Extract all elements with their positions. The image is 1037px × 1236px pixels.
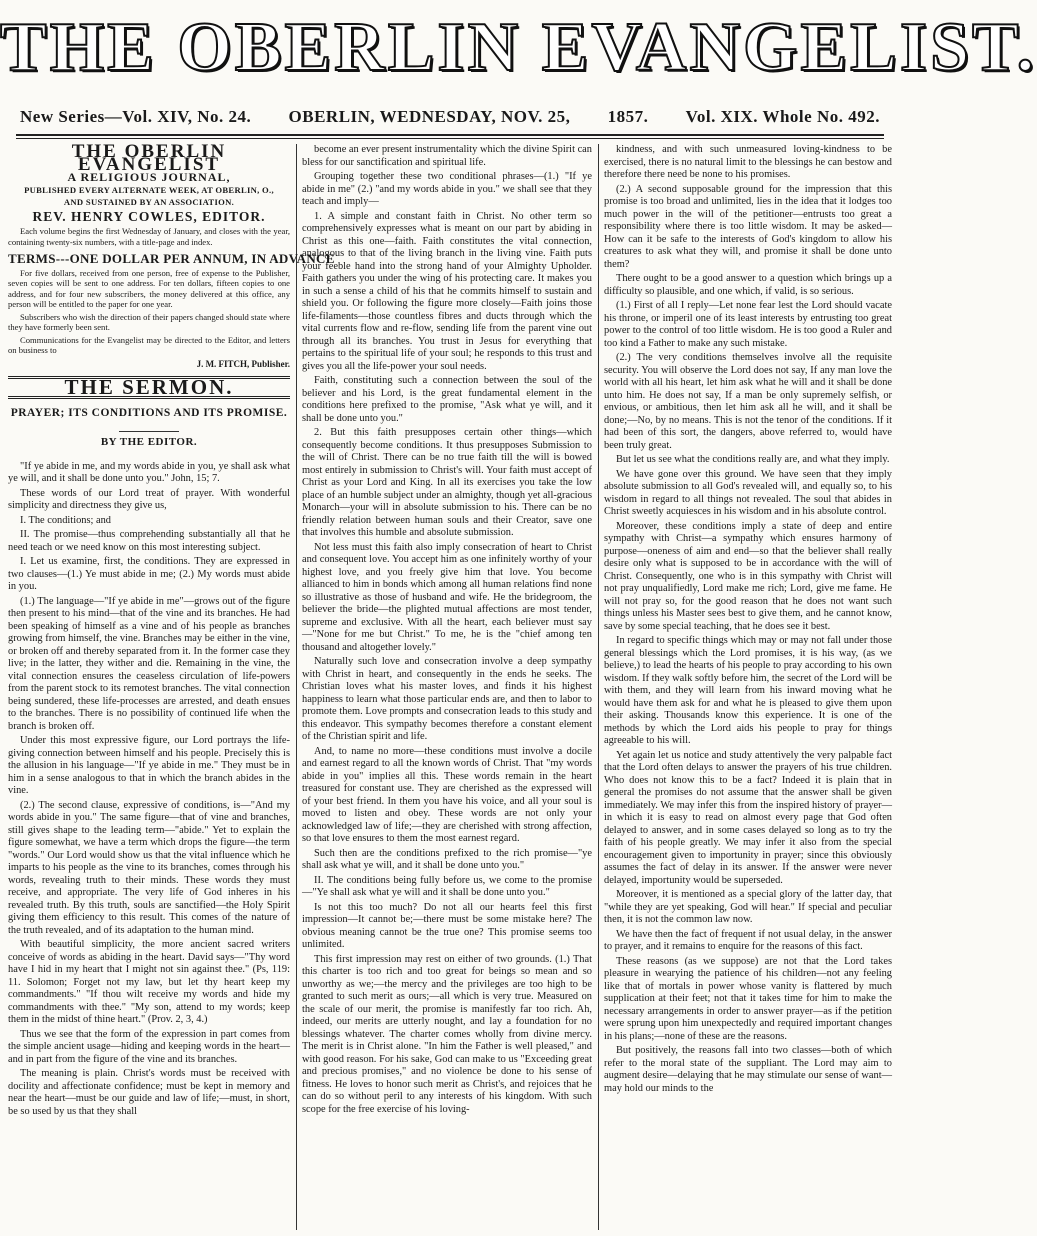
paper-title: THE OBERLIN EVANGELIST <box>71 141 227 175</box>
paragraph: Under this most expressive figure, our Lord portrays the life-giving connection between himself and his people. Precisely this is the allusion in his language—"If ye abide in me." They must be in him in a sense analogous to that in which the branch abides in the vine. <box>8 735 290 796</box>
divider <box>119 431 179 432</box>
volume-note: Each volume begins the first Wednesday of January, and closes with the year, containing twenty-six numbers, with a title-page and index. <box>8 226 290 247</box>
paragraph: The meaning is plain. Christ's words must be received with docility and affectionate confidence; must be kept in memory and near the heart—must be our guide and law of life;—must, in short, be so used by us that they shall <box>8 1068 290 1117</box>
paragraph: I. The conditions; and <box>20 514 111 526</box>
sermon-header: THE SERMON. <box>8 376 290 399</box>
paragraph: Moreover, these conditions imply a state of deep and entire sympathy with Christ—a sympathy which ensures harmony of purpose—oneness of aim and end—so that the believer shall really desire only what is supposed to be in accordance with the will of Christ. Consequently, one who is in this sympathy with Christ will not pray unqualifiedly, Lord make me rich; Lord, give me fame. He will not pray so, for the good reason that he does not want such things unless his Master sees best to give them, and he cannot know, save by some special teaching, that he does see it best. <box>604 520 892 632</box>
place-date: OBERLIN, WEDNESDAY, NOV. 25, <box>288 107 571 126</box>
paragraph: (1.) First of all I reply—Let none fear lest the Lord should vacate his throne, or imperil one of its least interests by entrusting too great power to the control of too little wisdom. He is too good a Ruler and too kind a Father to make any such mistake. <box>604 300 892 349</box>
paragraph: become an ever present instrumentality which the divine Spirit can bless for our sanctification and spiritual life. <box>302 144 592 168</box>
paragraph: Naturally such love and consecration involve a deep sympathy with Christ in heart, and consequently in the ends he seeks. The Christian loves what his master loves, and finds it his highest happiness to learn what those particular ends are, and then to labor to promote them. Love prompts and consecration leads to this study and this endeavor. This sympathy becomes therefore a constant element of the Christian spirit and life. <box>302 656 592 742</box>
paragraph: Grouping together these two conditional phrases—(1.) "If ye abide in me" (2.) "and my words abide in you." we shall see that they teach and imply— <box>302 171 592 207</box>
volume-number: Vol. XIX. Whole No. 492. <box>685 107 880 126</box>
byline: BY THE EDITOR. <box>100 436 198 448</box>
subscribers-note: Subscribers who wish the direction of their papers changed should state where they have formerly been sent. <box>8 311 290 332</box>
paper-subtitle: A RELIGIOUS JOURNAL, <box>67 170 231 184</box>
paragraph: Is not this too much? Do not all our hearts feel this first impression—It cannot be;—there must be some mistake here? The obvious meaning cannot be the true one? This promise seems too unlimited. <box>302 901 592 950</box>
publication-note: PUBLISHED EVERY ALTERNATE WEEK, AT OBERLIN, O., <box>24 184 274 195</box>
sermon-title: PRAYER; ITS CONDITIONS AND ITS PROMISE. <box>10 406 288 419</box>
column-3-body <box>604 144 892 1095</box>
paragraph: This first impression may rest on either of two grounds. (1.) That this charter is too rich and too great for beings so mean and so unworthy as we;—the mercy and the privileges are too high to be granted to such merit as ours;—all which is very true. Measured on the scale of our merit, the promise is manifestly far too rich. Ah, indeed, our merits are utterly nought, and lay a foundation for no blessings whatever. The charter comes wholly from divine mercy. The merit is in Christ alone. "In him the Father is well pleased," and with good reason. For his sake, God can make to us "Exceeding great and precious promises," and no violence be done to his sense of fitness. He loves to honor such merit as Christ's, and rejoices that he can do so without peril to any interests of his kingdom. With such scope for the free exercise of his loving- <box>302 953 592 1115</box>
paragraph: kindness, and with such unmeasured loving-kindness to be exercised, there is no natural limit to the blessings he can bestow and therefore there need be none to his promises. <box>604 144 892 180</box>
paragraph: We have then the fact of frequent if not usual delay, in the answer to prayer, and it remains to enquire for the reasons of this fact. <box>604 928 892 952</box>
paragraph: Faith, constituting such a connection between the soul of the believer and his Lord, is the great fundamental element in the conditions here prefixed to the promise, "Ask what ye will, and it shall be done unto you." <box>302 375 592 424</box>
paragraph: Yet again let us notice and study attentively the very palpable fact that the Lord often delays to answer the prayers of his true children. Who does not know this to be a fact? Indeed it is plain that in general the promises do not assume that the answer shall be given immediately. We may infer this from the inspired history of prayer—in which it is easy to read on almost every page that God often delayed to answer, and in some cases delayed so long as to try the faith of his people greatly. We may infer it also from the special encouragement given to importunity in prayer; since this obviously assumes the fact of delay in its answer. If the answer were never delayed, importunity would be superseded. <box>604 749 892 886</box>
column-1 <box>8 141 335 1232</box>
editor-line: REV. HENRY COWLES, EDITOR. <box>32 208 266 224</box>
paragraph: 1. A simple and constant faith in Christ. No other term so comprehensively expresses what is meant on our part by abiding in Christ as this one—faith. Faith constitutes the vital connection, analogous to that of the living branch in the living vine. Faith puts your feeble hand into the strong hand of your Almighty Upholder. Faith gathers you under the wing of his protecting care. It makes you in such a sense a child of his that he commits himself to sustain and shield you. Or following the figure more closely—Faith joins those life-filaments—those countless fibres and ducts through which the vital currents flow and re-flow, sending life from the parent vine out through all its branches. You trust in Jesus for everything that pertains to the spiritual life of your soul; he responds to this trust and gives you all the life-power your soul needs. <box>302 210 592 372</box>
series-number: New Series—Vol. XIV, No. 24. <box>20 107 252 126</box>
paragraph: (2.) The second clause, expressive of conditions, is—"And my words abide in you." The same figure—that of vine and branches, still gives shape to the leading term—"abide." Yet to explain the figure somewhat, we have a term which drops the figure—the term "words." Our Lord would show us that the vital influence which he imparts to his people as the vine to its branches, comes through his words, revealing truth to their minds. These words they must receive, and appropriate. The very life of God inheres in his revealed truth. By this truth, souls are sanctified—the Holy Spirit giving them efficiency to this result. This comes of the nature of the truth revealed, and of its adaptation to the human mind. <box>8 799 290 936</box>
column-divider <box>598 144 599 1230</box>
paragraph: (1.) The language—"If ye abide in me"—grows out of the figure then present to his mind—that of the vine and its branches. He had been speaking of himself as a vine and of his people as branches growing from himself, the vine. Branches may be either in the vine, or broken off and thereby separated from it. In the former case they live; in the latter, they wither and die. Remaining in the vine, the vital connection ensures the ceaseless circulation of life-powers from the parent stock to its remotest branches. The vital connection being sundered, these life-processes are arrested, and death ensues to the branches. There is no possibility of continued life when the branch is broken off. <box>8 595 290 732</box>
paragraph: And, to name no more—these conditions must involve a docile and earnest regard to all the known words of Christ. That "my words abide in you" implies all this. These words remain in the heart treasured for constant use. They are cherished as the expressed will of your best friend. In them you have his voice, and all your soul is moved to listen and obey. These words are not only your acknowledged law of life;—they are cherished with strong affection, so that love ensures to them the most earnest regard. <box>302 745 592 844</box>
paragraph: Thus we see that the form of the expression in part comes from the simple ancient usage—hiding and keeping words in the heart—and in part from the figure of the vine and its branches. <box>8 1028 290 1065</box>
column-3 <box>604 144 892 1232</box>
terms-heading: TERMS---ONE DOLLAR PER ANNUM, IN ADVANCE <box>8 251 335 266</box>
paragraph: (2.) A second supposable ground for the impression that this promise is too broad and unlimited, lies in the idea that it lodges too much power in the will of the petitioner—entrusts too great a responsibility where there is too little wisdom. It may be asked—How can it be safe to the interests of God's kingdom to allow his creatures to ask what they will, and promise it shall be done unto them? <box>604 183 892 270</box>
paragraph: 2. But this faith presupposes certain other things—which consequently become conditions. It thus presupposes Submission to the will of Christ. There can be no true faith till the will is bowed most entirely in submission to Christ's will. Your faith must accept of Christ as your Lord and King. In all its exercises you take the low place of an humble subject under an almighty, though yet all-gracious Monarch—your will in absolute submission to his. There can be no friendly relation between human souls and their Creator, save one that involves this humble and absolute submission. <box>302 427 592 538</box>
paragraph: There ought to be a good answer to a question which brings up a difficulty so plausible, and one which, if valid, is so serious. <box>604 273 892 297</box>
association-note: AND SUSTAINED BY AN ASSOCIATION. <box>63 197 235 207</box>
paragraph: II. The promise—thus comprehending substantially all that he need teach or we need know on this most interesting subject. <box>8 529 290 553</box>
paragraph: II. The conditions being fully before us, we come to the promise—"Ye shall ask what ye will and it shall be done unto you." <box>302 874 592 898</box>
paragraph: Such then are the conditions prefixed to the rich promise—"ye shall ask what ye will, and it shall be done unto you." <box>302 847 592 871</box>
paragraph: In regard to specific things which may or may not fall under those general blessings which the Lord promises, it is his way, (as we believe,) to lead the hearts of his people to pray according to his own wisdom. If they walk softly before him, the secret of the Lord will be with them, and they will learn from his inward moving what he would have them ask for and what he is pleased to give them upon their asking. Thousands know this experience. It is one of the methods by which the Lord aids his people to pray for things agreeable to his will. <box>604 635 892 746</box>
paragraph: Moreover, it is mentioned as a special glory of the latter day, that "while they are yet speaking, God will hear." If special and peculiar then, it is not the common law now. <box>604 889 892 925</box>
dateline-rule-thin <box>16 138 884 139</box>
paragraph: I. Let us examine, first, the conditions. They are expressed in two clauses—(1.) Ye must abide in me; (2.) My words must abide in you. <box>8 556 290 592</box>
column-2 <box>302 144 592 1232</box>
publisher-line: J. M. FITCH, Publisher. <box>196 358 290 369</box>
communications-note: Communications for the Evangelist may be directed to the Editor, and letters on business to <box>8 334 290 355</box>
column-1-body <box>8 488 290 1119</box>
terms-note: For five dollars, received from one person, free of expense to the Publisher, seven copies will be sent to one address. For ten dollars, fifteen copies to one address, and for four new subscribers, the money delivered at this office, any person will be entitled to the paper for one year. <box>8 267 290 309</box>
newspaper-title: THE OBERLIN EVANGELIST. <box>0 9 1037 86</box>
dateline-rule <box>16 134 884 136</box>
epigraph: "If ye abide in me, and my words abide in you, ye shall ask what ye will, and it shall be done unto you." John, 15; 7. <box>8 460 290 484</box>
column-2-body <box>302 144 592 1116</box>
year: 1857. <box>607 107 649 126</box>
dateline <box>20 104 880 130</box>
paragraph: These words of our Lord treat of prayer. With wonderful simplicity and directness they give us, <box>8 487 290 511</box>
paragraph: With beautiful simplicity, the more ancient sacred writers conceive of words as abiding in the heart. David says—"Thy word have I hid in my heart that I might not sin against thee." (Ps, 119: 11. Solomon; Forget not my law, but let thy heart keep my commandments." "If thou wilt receive my words and hide my commandments with thee." "My son, attend to my words; keep them in the midst of thine heart." (Prov. 2, 3, 4.) <box>8 939 290 1025</box>
paragraph: Not less must this faith also imply consecration of heart to Christ and consequent love. You accept him as one infinitely worthy of your highest love, and you freely give him that love. You become allianced to him in bonds which among all human relations find none so illustrative as those of husband and wife. He the bridegroom, the believer the bride—the plighted mutual affections are most tender, supreme and exclusive. With all the heart, each believer must say—"None for me but Christ." To me, he is the "chief among ten thousand and altogether lovely." <box>302 541 592 653</box>
paragraph: We have gone over this ground. We have seen that they imply absolute submission to all God's revealed will, and equally so, to his wisdom in regard to all things not revealed. The soul that abides in Christ sweetly acquiesces in his wisdom and in his absolute control. <box>604 468 892 517</box>
paragraph: But let us see what the conditions really are, and what they imply. <box>616 454 890 465</box>
paragraph: But positively, the reasons fall into two classes—both of which refer to the moral state of the suppliant. The Lord may aim to augment desire—delaying that he may stimulate our sense of want—may hold our minds to the <box>604 1045 892 1094</box>
column-divider <box>296 144 297 1230</box>
paragraph: (2.) The very conditions themselves involve all the requisite security. You will observe the Lord does not say, If any man love the world with all his heart, let him ask what he will and it shall be done unto him. He does not say, If a man be only supremely selfish, or envious, or ambitious, then let him ask all he will, and it shall be done;—No, by no means. This is not the tenor of the conditions. If it had been of this sort, the dangers, above referred to, would have been truly great. <box>604 352 892 451</box>
masthead <box>0 0 1037 100</box>
paragraph: These reasons (as we suppose) are not that the Lord takes pleasure in wearying the patience of his children—not any feeling like that of mortals in power whose vanity is flattered by much supplication at their feet; not that it takes time for him to make the necessary arrangements in order to answer prayer—as if the petition were sprung upon him unexpectedly and required important changes in his plans;—none of these are the reasons. <box>604 955 892 1042</box>
